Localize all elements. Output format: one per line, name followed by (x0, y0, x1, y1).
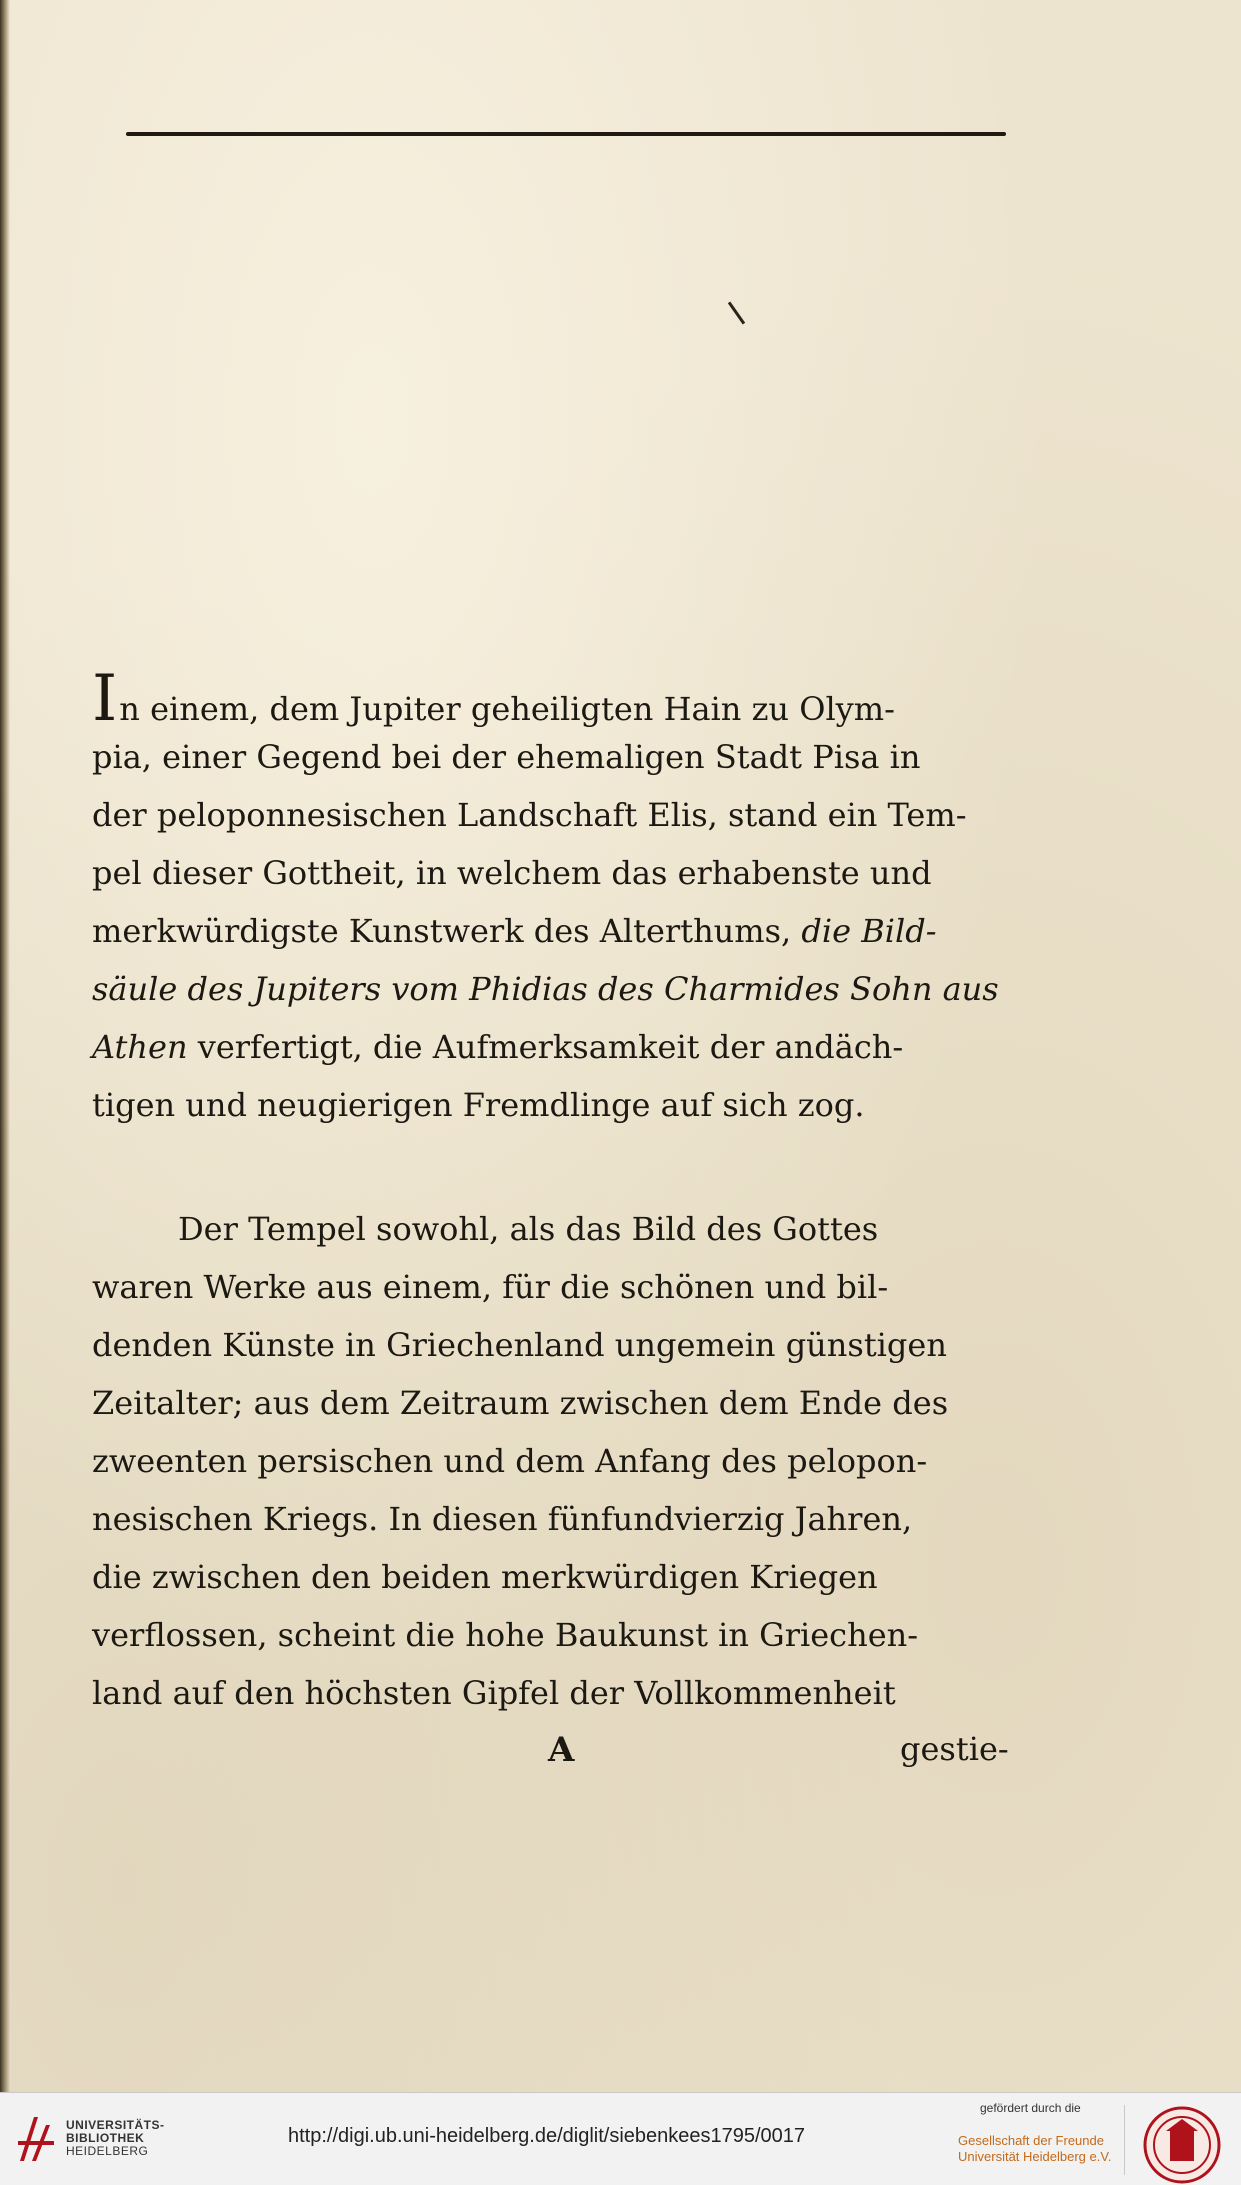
society-link[interactable]: Gesellschaft der Freunde Universität Heidelberg e.V. (958, 2133, 1112, 2164)
italic-text: Athen (92, 1028, 188, 1066)
text-line: die zwischen den beiden merkwürdigen Kriegen (92, 1558, 878, 1596)
text-line: nesischen Kriegs. In diesen fünfundvierzig Jahren, (92, 1500, 913, 1538)
header-rule (126, 132, 1006, 136)
binding-edge (0, 0, 10, 2092)
text-line: land auf den höchsten Gipfel der Vollkommenheit (92, 1674, 896, 1712)
ink-mark (728, 301, 745, 324)
university-seal-icon[interactable] (1142, 2105, 1222, 2185)
text-line: waren Werke aus einem, für die schönen und bil- (92, 1268, 889, 1306)
text-line: tigen und neugierigen Fremdlinge auf sich zog. (92, 1086, 865, 1124)
text-line: merkwürdigste Kunstwerk des Alterthums, die Bild- (92, 912, 937, 950)
permalink-url[interactable]: http://digi.ub.uni-heidelberg.de/diglit/siebenkees1795/0017 (288, 2125, 806, 2147)
text-line (92, 960, 1004, 1018)
text-line: Zeitalter; aus dem Zeitraum zwischen dem Ende des (92, 1384, 949, 1422)
library-name[interactable]: UNIVERSITÄTS- BIBLIOTHEK HEIDELBERG (66, 2118, 165, 2158)
library-logo-icon[interactable] (14, 2111, 58, 2167)
paragraph-1 (92, 662, 1004, 1134)
catchword: gestie- (900, 1730, 1009, 1768)
text-line: Athen verfertigt, die Aufmerksamkeit der andäch- (92, 1028, 904, 1066)
drop-cap: I (92, 662, 118, 736)
text-line: pel dieser Gottheit, in welchem das erhabenste und (92, 854, 932, 892)
italic-text: säule des Jupiters vom Phidias des Charmides Sohn aus (92, 970, 999, 1008)
signature-mark: A (548, 1730, 575, 1770)
italic-text: die Bild- (801, 912, 937, 950)
funded-by-label: gefördert durch die (980, 2101, 1081, 2115)
text-line: pia, einer Gegend bei der ehemaligen Stadt Pisa in (92, 738, 921, 776)
text-line: denden Künste in Griechenland ungemein günstigen (92, 1326, 947, 1364)
text-line: zweenten persischen und dem Anfang des pelopon- (92, 1442, 928, 1480)
footer-bar (0, 2092, 1241, 2185)
paragraph-2 (92, 1200, 1004, 1722)
text-line: Der Tempel sowohl, als das Bild des Gottes (178, 1210, 879, 1248)
text-line: der peloponnesischen Landschaft Elis, stand ein Tem- (92, 796, 967, 834)
text-line: verflossen, scheint die hohe Baukunst in Griechen- (92, 1616, 919, 1654)
footer-divider (1124, 2105, 1125, 2175)
text-line: In einem, dem Jupiter geheiligten Hain zu Olym- (92, 662, 895, 736)
